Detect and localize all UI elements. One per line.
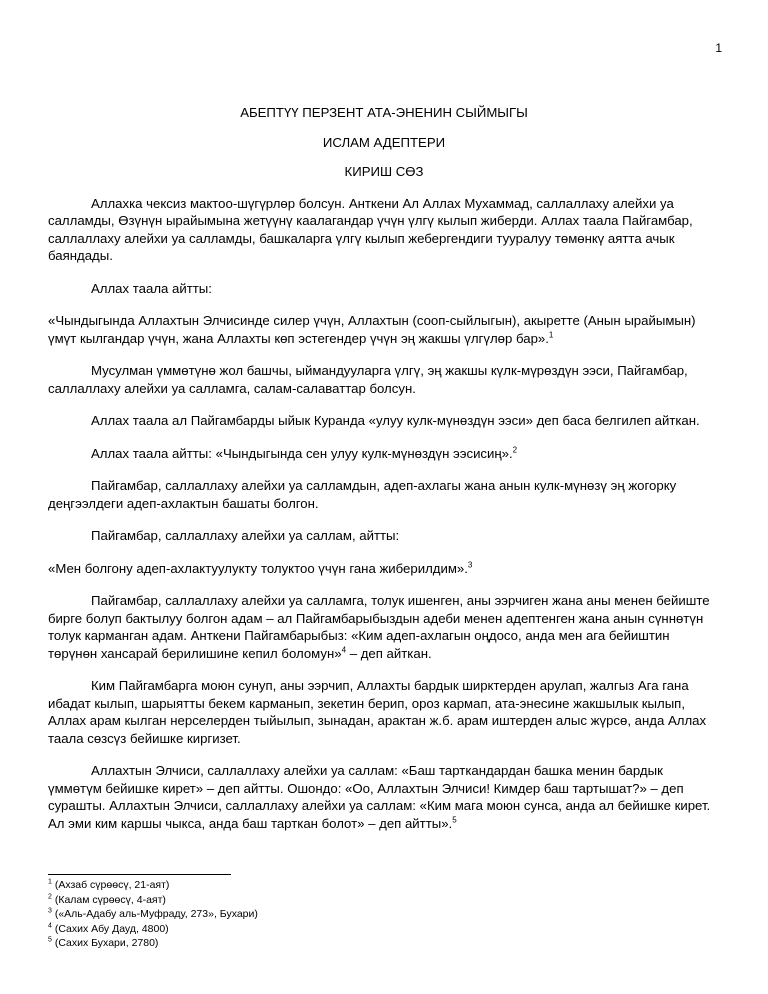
footnote: $^4$ (Сахих Абу Дауд, 4800) bbox=[48, 922, 169, 935]
footnote-ref: 1 bbox=[548, 330, 554, 340]
paragraph: Пайгамбар, саллаллаху алейхи уа саллам, айтты: bbox=[91, 528, 400, 543]
document-body bbox=[48, 104, 720, 847]
footnote-ref: 4 bbox=[341, 645, 347, 655]
paragraph: Ким Пайгамбарга моюн сунуп, аны ээрчип, Аллахты бардык ширктерден арулап, жалгыз Ага гана ибадат кылып, шарыятты бекем карманып, зекетин берип, ороз кармап, ата-энесине жакшылык кылып, Аллах арам кылган нерселерден тыйылып, зынадан, арактан ж.б. арам иштерден алыс жүрсө, анда Аллах таала сөзсүз бейишке киргизет. bbox=[48, 678, 707, 746]
footnote-ref: 5 bbox=[452, 815, 457, 825]
paragraph: «Чындыгында Аллахтын Элчисинде силер үчүн, Аллахтын (сооп-сыйлыгын), акыретте (Анын ырайымын) үмүт кылгандар үчүн, жана Аллахты көп эстегендер үчүн эң жакшы үлгүлөр бар».$^1$ bbox=[48, 313, 696, 346]
paragraph: «Мен болгону адеп-ахлактуулукту толуктоо үчүн гана жиберилдим».$^3$ bbox=[48, 560, 473, 576]
footnote: $^5$ (Сахих Бухари, 2780) bbox=[48, 936, 159, 950]
footnote-separator bbox=[48, 874, 231, 875]
document-title: АБЕПТҮҮ ПЕРЗЕНТ АТА-ЭНЕНИН СЫЙМЫГЫ bbox=[240, 105, 528, 120]
page-number: 1 bbox=[715, 41, 722, 55]
footnote-ref: 3 bbox=[467, 560, 473, 570]
footnote: $^1$ (Ахзаб сүрөөсү, 21-аят) bbox=[48, 878, 170, 891]
paragraph: Аллахтын Элчиси, саллаллаху алейхи уа саллам: «Баш тарткандардан башка менин бардык үммөтүм бейишке кирет» – деп айтты. Ошондо: «Оо, Аллахтын Элчиси! Кимдер баш тартышат?» – деп сурашты. Аллахтын Элчиси, саллаллаху алейхи уа саллам: «Ким мага моюн сунса, анда ал бейишке кирет. Ал эми ким каршы чыкса, анда баш тарткан болот» – деп айтты».$^5$ bbox=[48, 763, 711, 831]
paragraph: Мусулман үммөтүнө жол башчы, ыймандууларга үлгү, эң жакшы күлк-мүрөздүн ээси, Пайгамбар, саллаллаху алейхи уа салламга, салам-салаваттар болсун. bbox=[48, 363, 688, 396]
paragraph: Пайгамбар, саллаллаху алейхи уа салламдын, адеп-ахлагы жана анын кулк-мүнөзү эң жогорку деңгээлдеги адеп-ахлактын башаты болгон. bbox=[48, 478, 677, 511]
paragraph: Пайгамбар, саллаллаху алейхи уа салламга, толук ишенген, аны ээрчиген жана аны менен бейиште бирге болуп бактылуу болгон адам – ал Пайгамбарыбыздын адеби менен адептенген жана анын сүннөтүн толук карманган адам. Анткени Пайгамбарыбыз: «Ким адеп-ахлагын оңдосо, анда мен ага бейиштин төрүнөн хансарай берилишине кепил боломун»$^4$ – деп айткан. bbox=[48, 593, 710, 661]
paragraph: Аллах таала айтты: «Чындыгында сен улуу кулк-мүнөздүн ээсисиң».$^2$ bbox=[91, 445, 518, 461]
paragraph: Аллах таала ал Пайгамбарды ыйык Куранда «улуу кулк-мүнөздүн ээси» деп баса белгилеп айткан. bbox=[91, 413, 700, 428]
footnote: $^3$ («Аль-Адабу аль-Муфраду, 273», Бухари) bbox=[48, 907, 258, 921]
footnote-ref: 2 bbox=[512, 445, 518, 455]
paragraph: Аллахка чексиз мактоо-шүгүрлөр болсун. Анткени Ал Аллах Мухаммад, саллаллаху алейхи уа салламды, Өзүнүн ырайымына жетүүнү каалагандар үчүн үлгү кылып жиберди. Аллах таала Пайгамбар, саллаллаху алейхи уа салламды, башкаларга үлгү кылып жебергендиги тууралуу төмөнкү аятта ачык баяндады. bbox=[48, 195, 693, 263]
section-heading: КИРИШ СӨЗ bbox=[344, 164, 424, 179]
document-subtitle: ИСЛАМ АДЕПТЕРИ bbox=[322, 134, 446, 150]
footnotes bbox=[48, 878, 720, 951]
paragraph: Аллах таала айтты: bbox=[91, 280, 212, 296]
footnote: $^2$ (Калам сүрөөсү, 4-аят) bbox=[48, 893, 166, 906]
